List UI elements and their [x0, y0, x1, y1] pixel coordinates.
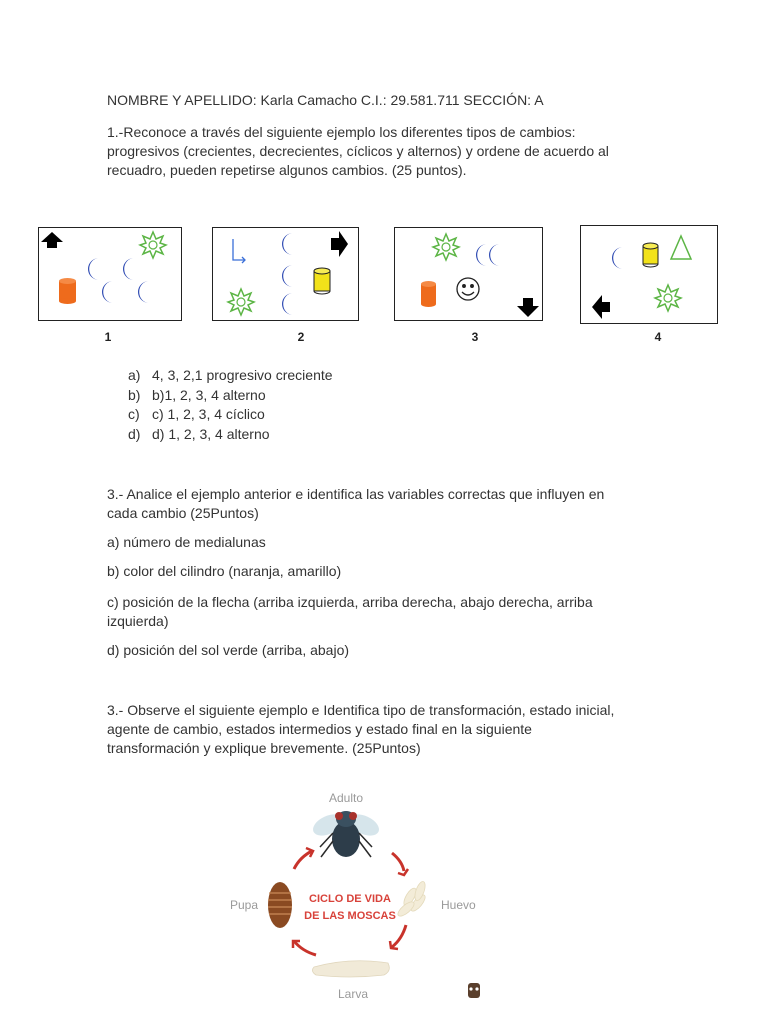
panel-label-3: 3 [471, 330, 479, 344]
cylinder-icon [59, 278, 76, 304]
q3-line-3: transformación y explique brevemente. (25Puntos) [107, 740, 421, 756]
crescent-icon [476, 244, 487, 266]
q1-line-3: recuadro, pueden repetirse algunos cambios. (25 puntos). [107, 162, 467, 178]
diagram-title-line-1: CICLO DE VIDA [309, 893, 391, 905]
bent-arrow-icon [233, 239, 245, 263]
mascot-icon [468, 983, 480, 998]
option-a: a) 4, 3, 2,1 progresivo creciente [128, 367, 333, 383]
q1-line-2: progresivos (crecientes, decrecientes, cíclicos y alternos) y ordene de acuerdo al [107, 143, 609, 159]
label-larva: Larva [337, 987, 369, 1001]
crescent-icon [489, 244, 500, 266]
fly-icon [310, 810, 383, 857]
option-b: b) b)1, 2, 3, 4 alterno [128, 386, 266, 403]
triangle-icon [671, 236, 691, 259]
cycle-arrow-icon [392, 853, 408, 875]
arrow-up-icon [41, 232, 63, 248]
smiley-icon [457, 278, 479, 300]
q3-line-1: 3.- Observe el siguiente ejemplo e Identifica tipo de transformación, estado inicial, [107, 702, 615, 718]
sun-icon [228, 289, 254, 315]
pupa-icon [268, 882, 292, 928]
cylinder-icon [421, 281, 436, 307]
panel-label-1: 1 [104, 330, 112, 344]
sun-icon [140, 232, 166, 258]
larva-icon [312, 961, 389, 977]
q2-answer-c-cont: izquierda) [107, 613, 169, 629]
crescent-icon [138, 281, 149, 303]
panel-label-2: 2 [297, 330, 305, 344]
student-info-header: NOMBRE Y APELLIDO: Karla Camacho C.I.: 29.581.711 SECCIÓN: A [107, 92, 544, 108]
fly-life-cycle-diagram [220, 785, 500, 1010]
crescent-icon [612, 247, 623, 269]
q2-line-2: cada cambio (25Puntos) [107, 505, 259, 521]
cycle-arrow-icon [294, 848, 313, 869]
q2-answer-b: b) color del cilindro (naranja, amarillo) [107, 563, 342, 579]
sequence-panel-2 [212, 227, 359, 321]
q1-line-1: 1.-Reconoce a través del siguiente ejemplo los diferentes tipos de cambios: [107, 124, 576, 140]
crescent-icon [123, 258, 134, 280]
label-pupa: Pupa [230, 898, 259, 912]
sequence-panel-1 [38, 227, 182, 321]
crescent-icon [282, 265, 293, 287]
q3-line-2: agente de cambio, estados intermedios y estado final en la siguiente [107, 721, 532, 737]
q2-answer-c: c) posición de la flecha (arriba izquierda, arriba derecha, abajo derecha, arriba [107, 594, 593, 610]
arrow-down-icon [517, 298, 539, 317]
cylinder-icon [643, 243, 658, 267]
sun-icon [433, 234, 459, 260]
diagram-title-line-2: DE LAS MOSCAS [304, 910, 396, 922]
cycle-arrow-icon [390, 925, 406, 949]
option-c: c) c) 1, 2, 3, 4 cíclico [128, 406, 265, 422]
sun-icon [655, 285, 681, 311]
sequence-panel-4 [580, 225, 718, 324]
sequence-panel-3 [394, 227, 543, 321]
crescent-icon [282, 293, 293, 315]
cycle-arrow-icon [293, 941, 316, 955]
q2-answer-d: d) posición del sol verde (arriba, abajo) [107, 642, 350, 658]
arrow-left-icon [592, 295, 610, 319]
crescent-icon [282, 233, 293, 255]
label-adulto: Adulto [328, 791, 364, 805]
panel-label-4: 4 [654, 330, 662, 344]
arrow-right-icon [331, 231, 348, 257]
eggs-icon [396, 880, 428, 918]
q2-answer-a: a) número de medialunas [107, 534, 266, 550]
label-huevo: Huevo [441, 898, 476, 912]
q2-line-1: 3.- Analice el ejemplo anterior e identifica las variables correctas que influyen en [107, 486, 605, 502]
option-d: d) d) 1, 2, 3, 4 alterno [128, 425, 270, 442]
cylinder-icon [314, 268, 330, 294]
crescent-icon [102, 281, 113, 303]
crescent-icon [88, 258, 99, 280]
